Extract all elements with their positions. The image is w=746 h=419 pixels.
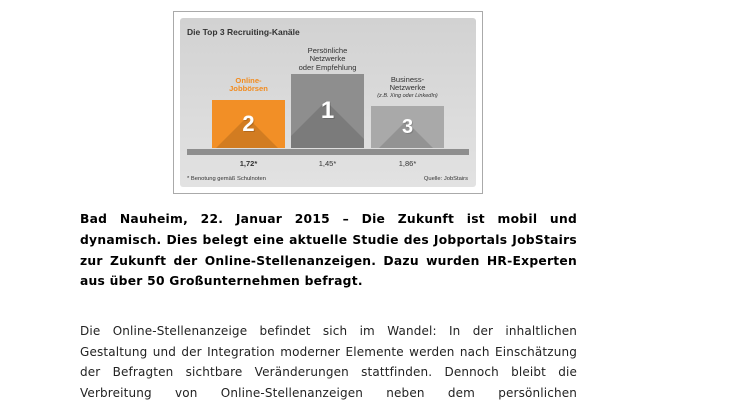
label-rank-3-line-1: Business- (390, 75, 425, 84)
label-rank-1-line-1: Persönliche Netzwerke (307, 46, 348, 64)
figure-footnote: * Benotung gemäß Schulnoten (187, 176, 266, 182)
score-rank-3: 1,86* (398, 159, 417, 168)
label-rank-3 (371, 76, 444, 100)
rank-1-number: 1 (320, 97, 335, 124)
podium-base-bar (187, 149, 469, 155)
score-rank-2: 1,72* (239, 159, 258, 168)
figure-title: Die Top 3 Recruiting-Kanäle (187, 27, 300, 37)
label-rank-2-line-2: Jobbörsen (229, 84, 268, 94)
rank-2-number: 2 (242, 111, 255, 136)
label-rank-2 (212, 77, 285, 94)
lead-paragraph: Bad Nauheim, 22. Januar 2015 – Die Zukunft ist mobil und dynamisch. Dies belegt eine aktuelle Studie des Jobportals JobStairs zur Zukunft der Online-Stellenanzeigen. Dazu wurden HR-Experten aus über 50 Großunternehmen befragt. (80, 212, 577, 289)
podium-rank-2 (212, 100, 285, 148)
label-rank-1 (291, 47, 364, 72)
podium-rank-1 (291, 74, 364, 148)
body-paragraph: Die Online-Stellenanzeige befindet sich im Wandel: In der inhaltlichen Gestaltung und der Integration moderner Elemente werden nach Einschätzung der Befragten sichtbare Veränderungen stattfinden. Dennoch bleibt die Verbreitung von Online-Stellenanzeigen neben dem persönlichen (80, 324, 577, 400)
label-rank-3-line-2: Netzwerke (389, 83, 426, 93)
label-rank-2-line-1: Online- (235, 76, 262, 85)
label-rank-3-note: (z.B. Xing oder LinkedIn) (377, 92, 438, 99)
podium-rank-3 (371, 106, 444, 148)
recruiting-channels-figure (173, 11, 483, 194)
label-rank-1-line-2: oder Empfehlung (298, 62, 357, 72)
score-rank-1: 1,45* (318, 159, 337, 168)
rank-3-number: 3 (401, 115, 414, 138)
figure-panel (180, 18, 476, 187)
figure-source: Quelle: JobStairs (423, 176, 468, 182)
